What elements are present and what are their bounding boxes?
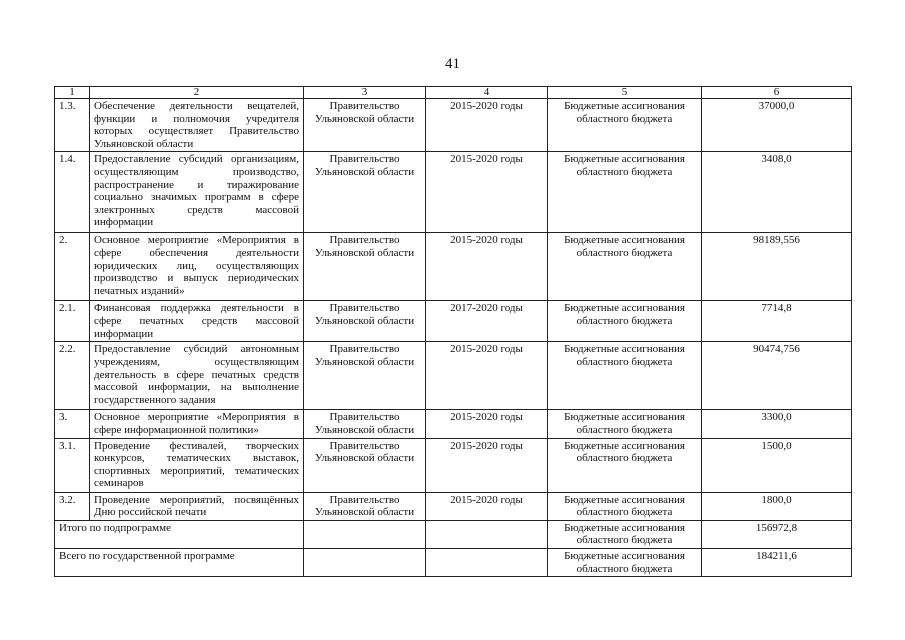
row-funding-source: Бюджетные ассигнования областного бюджета xyxy=(548,99,702,152)
table-header-row xyxy=(55,87,852,99)
row-period: 2015-2020 годы xyxy=(426,410,548,438)
table-row xyxy=(55,492,852,520)
row-number: 2.2. xyxy=(55,342,90,410)
empty-cell xyxy=(426,548,548,576)
row-activity: Проведение мероприятий, посвящённых Дню российской печати xyxy=(90,492,304,520)
row-period: 2015-2020 годы xyxy=(426,99,548,152)
table-row xyxy=(55,152,852,233)
row-activity: Основное мероприятие «Мероприятия в сфере обеспечения деятельности юридических лиц, осуществляющих производство и выпуск периодических печатных изданий» xyxy=(90,233,304,301)
table-row xyxy=(55,410,852,438)
empty-cell xyxy=(304,520,426,548)
row-funding-source: Бюджетные ассигнования областного бюджета xyxy=(548,492,702,520)
row-executor: Правительство Ульяновской области xyxy=(304,492,426,520)
row-executor: Правительство Ульяновской области xyxy=(304,99,426,152)
row-activity: Проведение фестивалей, творческих конкурсов, тематических выставок, спортивных мероприятий, тематических семинаров xyxy=(90,438,304,492)
row-funding-source: Бюджетные ассигнования областного бюджета xyxy=(548,342,702,410)
subtotal-label: Итого по подпрограмме xyxy=(55,520,304,548)
grand-total-amount: 184211,6 xyxy=(702,548,852,576)
row-executor: Правительство Ульяновской области xyxy=(304,342,426,410)
row-number: 2.1. xyxy=(55,301,90,342)
table-row xyxy=(55,342,852,410)
row-funding-source: Бюджетные ассигнования областного бюджета xyxy=(548,152,702,233)
subtotal-funding-source: Бюджетные ассигнования областного бюджета xyxy=(548,520,702,548)
column-header: 2 xyxy=(90,87,304,99)
page-number: 41 xyxy=(445,56,460,72)
row-period: 2015-2020 годы xyxy=(426,438,548,492)
row-executor: Правительство Ульяновской области xyxy=(304,410,426,438)
row-number: 3. xyxy=(55,410,90,438)
row-activity: Предоставление субсидий организациям, осуществляющим производство, распространение и тиражирование социально значимых программ в сфере электронных средств массовой информации xyxy=(90,152,304,233)
row-executor: Правительство Ульяновской области xyxy=(304,301,426,342)
row-executor: Правительство Ульяновской области xyxy=(304,152,426,233)
column-header: 4 xyxy=(426,87,548,99)
empty-cell xyxy=(426,520,548,548)
row-number: 2. xyxy=(55,233,90,301)
row-executor: Правительство Ульяновской области xyxy=(304,233,426,301)
row-amount: 90474,756 xyxy=(702,342,852,410)
row-amount: 98189,556 xyxy=(702,233,852,301)
row-number: 3.2. xyxy=(55,492,90,520)
row-amount: 7714,8 xyxy=(702,301,852,342)
row-number: 1.3. xyxy=(55,99,90,152)
table-row xyxy=(55,301,852,342)
program-table xyxy=(54,86,852,577)
row-period: 2015-2020 годы xyxy=(426,152,548,233)
table-row xyxy=(55,233,852,301)
column-header: 5 xyxy=(548,87,702,99)
empty-cell xyxy=(304,548,426,576)
row-activity: Предоставление субсидий автономным учреждениям, осуществляющим деятельность в сфере печатных средств массовой информации, на выполнение государственного задания xyxy=(90,342,304,410)
row-period: 2017-2020 годы xyxy=(426,301,548,342)
row-amount: 37000,0 xyxy=(702,99,852,152)
row-amount: 3408,0 xyxy=(702,152,852,233)
grand-total-funding-source: Бюджетные ассигнования областного бюджета xyxy=(548,548,702,576)
row-amount: 1800,0 xyxy=(702,492,852,520)
grand-total-row xyxy=(55,548,852,576)
row-funding-source: Бюджетные ассигнования областного бюджета xyxy=(548,301,702,342)
table-row xyxy=(55,438,852,492)
column-header: 3 xyxy=(304,87,426,99)
grand-total-label: Всего по государственной программе xyxy=(55,548,304,576)
row-executor: Правительство Ульяновской области xyxy=(304,438,426,492)
subtotal-amount: 156972,8 xyxy=(702,520,852,548)
row-activity: Обеспечение деятельности вещателей, функции и полномочия учредителя которых осуществляет Правительство Ульяновской области xyxy=(90,99,304,152)
row-activity: Основное мероприятие «Мероприятия в сфере информационной политики» xyxy=(90,410,304,438)
row-amount: 3300,0 xyxy=(702,410,852,438)
row-number: 3.1. xyxy=(55,438,90,492)
row-number: 1.4. xyxy=(55,152,90,233)
subtotal-row xyxy=(55,520,852,548)
column-header: 6 xyxy=(702,87,852,99)
row-funding-source: Бюджетные ассигнования областного бюджета xyxy=(548,233,702,301)
row-period: 2015-2020 годы xyxy=(426,233,548,301)
row-period: 2015-2020 годы xyxy=(426,342,548,410)
row-amount: 1500,0 xyxy=(702,438,852,492)
row-activity: Финансовая поддержка деятельности в сфере печатных средств массовой информации xyxy=(90,301,304,342)
row-funding-source: Бюджетные ассигнования областного бюджета xyxy=(548,438,702,492)
row-funding-source: Бюджетные ассигнования областного бюджета xyxy=(548,410,702,438)
row-period: 2015-2020 годы xyxy=(426,492,548,520)
column-header: 1 xyxy=(55,87,90,99)
table-row xyxy=(55,99,852,152)
